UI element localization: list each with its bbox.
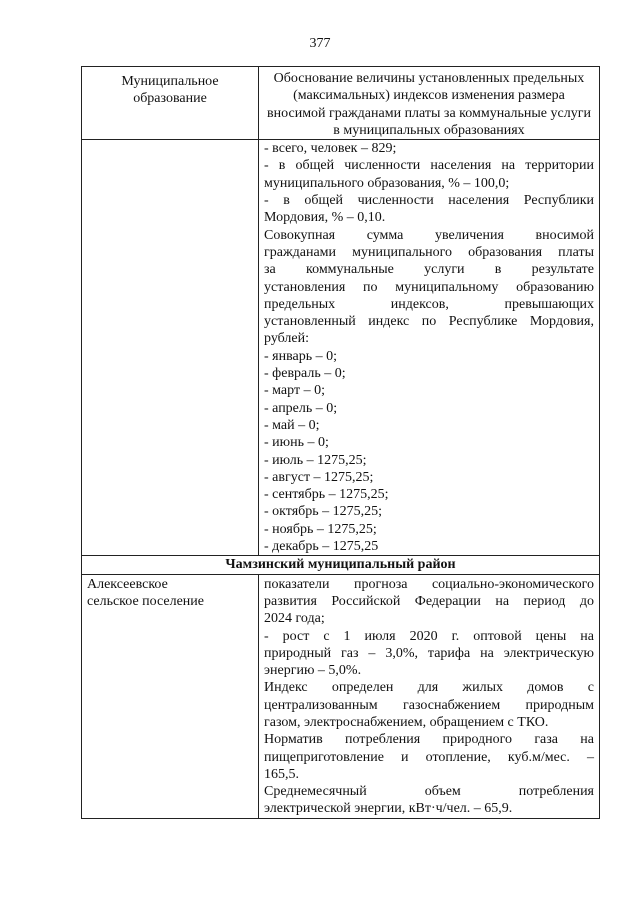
municipality-name-line: сельское поселение xyxy=(87,593,204,609)
table-header-row xyxy=(82,67,600,140)
section-row xyxy=(82,556,600,574)
text-line: рублей: xyxy=(264,331,309,347)
text-line: - в общей численности населения Республики xyxy=(264,193,594,209)
header-justification-text: Обоснование величины установленных предельных (максимальных) индексов изменения размера вносимой гражданами платы за коммунальные услуги в муниципальных образованиях xyxy=(267,71,591,138)
text-line: Норматив потребления природного газа на xyxy=(264,732,594,748)
text-line: - рост с 1 июля 2020 г. оптовой цены на xyxy=(264,628,594,644)
text-line: - июль – 1275,25; xyxy=(264,452,367,468)
row2-municipality-cell xyxy=(82,574,259,818)
text-line: централизованным газоснабжением природным xyxy=(264,697,594,713)
section-title: Чамзинский муниципальный район xyxy=(82,556,600,574)
text-line: муниципального образования, % – 100,0; xyxy=(264,175,510,191)
municipality-name-line: Алексеевское xyxy=(87,576,168,592)
text-line: - август – 1275,25; xyxy=(264,469,374,485)
text-line: - ноябрь – 1275,25; xyxy=(264,521,377,537)
text-line: пищеприготовление и отопление, куб.м/мес. – xyxy=(264,749,594,765)
text-line: - сентябрь – 1275,25; xyxy=(264,487,389,503)
row2-justification-cell xyxy=(259,574,600,818)
row1-municipality-cell xyxy=(82,140,259,556)
text-line: гражданами муниципального образования платы xyxy=(264,244,594,260)
text-line: 165,5. xyxy=(264,766,299,782)
header-justification xyxy=(259,67,600,140)
text-line: Совокупная сумма увеличения вносимой xyxy=(264,227,594,243)
text-line: - февраль – 0; xyxy=(264,366,346,382)
text-line: показатели прогноза социально-экономического xyxy=(264,576,594,592)
text-line: - июнь – 0; xyxy=(264,435,329,451)
text-line: за коммунальные услуги в результате xyxy=(264,262,594,278)
text-line: Мордовия, % – 0,10. xyxy=(264,210,386,226)
text-line: - всего, человек – 829; xyxy=(264,141,397,157)
text-line: - в общей численности населения на территории xyxy=(264,158,594,174)
text-line: предельных индексов, превышающих xyxy=(264,296,594,312)
text-line: газом, электроснабжением, обращением с ТКО. xyxy=(264,714,549,730)
row1-justification-cell xyxy=(259,140,600,556)
header-municipality xyxy=(82,67,259,140)
text-line: развития Российской Федерации на период до xyxy=(264,593,594,609)
table-row xyxy=(82,140,600,556)
text-line: электрической энергии, кВт·ч/чел. – 65,9. xyxy=(264,801,513,817)
text-line: - май – 0; xyxy=(264,417,320,433)
page-number: 377 xyxy=(309,36,331,51)
text-line: - апрель – 0; xyxy=(264,400,338,416)
text-line: - декабрь – 1275,25 xyxy=(264,539,379,555)
text-line: - март – 0; xyxy=(264,383,325,399)
header-municipality-text: Муниципальное образование xyxy=(121,74,219,107)
text-line: природный газ – 3,0%, тарифа на электрическую xyxy=(264,645,594,661)
text-line: установления по муниципальному образованию xyxy=(264,279,594,295)
text-line: установленный индекс по Республике Мордовия, xyxy=(264,314,594,330)
text-line: - январь – 0; xyxy=(264,348,338,364)
municipal-index-table xyxy=(81,66,600,819)
table-row xyxy=(82,574,600,818)
text-line: энергию – 5,0%. xyxy=(264,663,362,679)
text-line: Среднемесячный объем потребления xyxy=(264,784,594,800)
text-line: - октябрь – 1275,25; xyxy=(264,504,383,520)
text-line: 2024 года; xyxy=(264,611,325,627)
text-line: Индекс определен для жилых домов с xyxy=(264,680,594,696)
